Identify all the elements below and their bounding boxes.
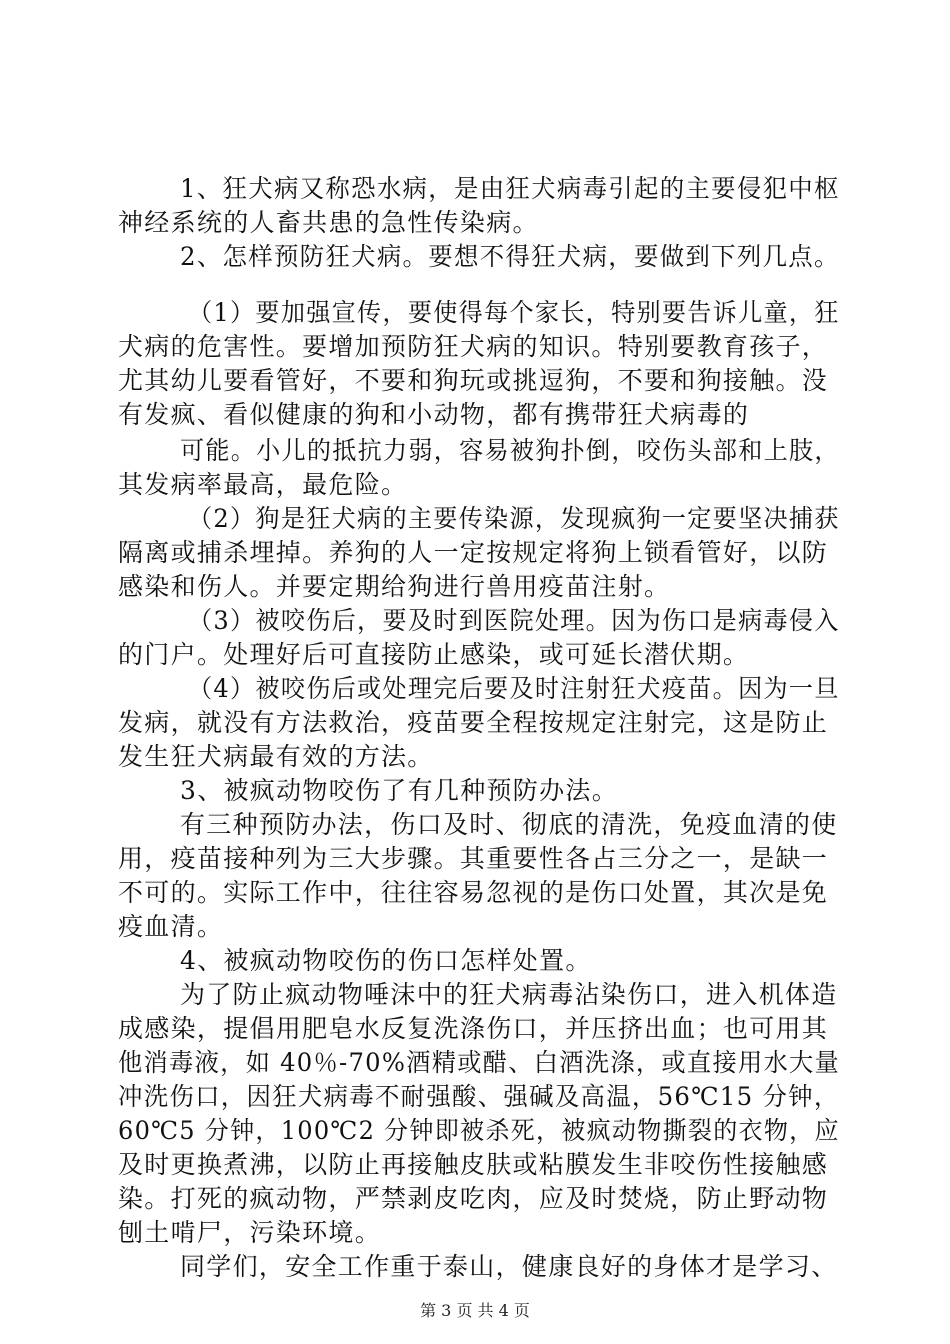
text-line: 感染和伤人。并要定期给狗进行兽用疫苗注射。 (118, 572, 671, 601)
text-line: 尤其幼儿要看管好，不要和狗玩或挑逗狗，不要和狗接触。没 (118, 366, 829, 395)
text-line: 发生狂犬病最有效的方法。 (118, 742, 434, 771)
text-line: 成感染，提倡用肥皂水反复洗涤伤口，并压挤出血；也可用其 (118, 1014, 829, 1043)
text-line: 有发疯、看似健康的狗和小动物，都有携带狂犬病毒的 (118, 400, 750, 429)
text-line: 他消毒液，如 40％-70%酒精或醋、白酒洗涤，或直接用水大量 (118, 1048, 841, 1077)
text-line: 可能。小儿的抵抗力弱，容易被狗扑倒，咬伤头部和上肢， (180, 436, 840, 465)
text-line: 隔离或捕杀埋掉。养狗的人一定按规定将狗上锁看管好，以防 (118, 538, 829, 567)
text-line: 1、狂犬病又称恐水病，是由狂犬病毒引起的主要侵犯中枢 (180, 174, 840, 203)
text-line: 染。打死的疯动物，严禁剥皮吃肉，应及时焚烧，防止野动物 (118, 1184, 829, 1213)
text-line: 2、怎样预防狂犬病。要想不得狂犬病，要做到下列几点。 (180, 242, 840, 271)
text-line: 疫血清。 (118, 912, 224, 941)
text-line: 的门户。处理好后可直接防止感染，或可延长潜伏期。 (118, 640, 750, 669)
page-footer (0, 1300, 950, 1322)
text-line: 为了防止疯动物唾沫中的狂犬病毒沾染伤口，进入机体造 (180, 980, 838, 1009)
text-line: （3）被咬伤后，要及时到医院处理。因为伤口是病毒侵入 (188, 606, 840, 635)
text-line: 用，疫苗接种列为三大步骤。其重要性各占三分之一，是缺一 (118, 844, 829, 873)
text-line: （1）要加强宣传，要使得每个家长，特别要告诉儿童，狂 (188, 298, 840, 327)
text-line: 不可的。实际工作中，往往容易忽视的是伤口处置，其次是免 (118, 878, 829, 907)
text-line: 3、被疯动物咬伤了有几种预防办法。 (180, 776, 619, 805)
text-line: （2）狗是狂犬病的主要传染源，发现疯狗一定要坚决捕获 (188, 504, 840, 533)
text-line: 刨土啃尸，污染环境。 (118, 1218, 382, 1247)
text-line: 有三种预防办法，伤口及时、彻底的清洗，免疫血清的使 (180, 810, 838, 839)
text-line: （4）被咬伤后或处理完后要及时注射狂犬疫苗。因为一旦 (188, 674, 840, 703)
text-line: 同学们，安全工作重于泰山，健康良好的身体才是学习、 (180, 1252, 838, 1281)
text-line: 发病，就没有方法救治，疫苗要全程按规定注射完，这是防止 (118, 708, 829, 737)
text-line: 神经系统的人畜共患的急性传染病。 (118, 208, 539, 237)
text-line: 4、被疯动物咬伤的伤口怎样处置。 (180, 946, 592, 975)
text-line: 其发病率最高，最危险。 (118, 470, 408, 499)
text-line: 60℃5 分钟，100℃2 分钟即被杀死，被疯动物撕裂的衣物，应 (118, 1116, 840, 1145)
text-line: 及时更换煮沸，以防止再接触皮肤或粘膜发生非咬伤性接触感 (118, 1150, 829, 1179)
page-indicator: 第 3 页 共 4 页 (420, 1301, 530, 1320)
text-line: 冲洗伤口，因狂犬病毒不耐强酸、强碱及高温，56℃15 分钟， (118, 1082, 840, 1111)
text-line: 犬病的危害性。要增加预防狂犬病的知识。特别要教育孩子， (118, 332, 829, 361)
